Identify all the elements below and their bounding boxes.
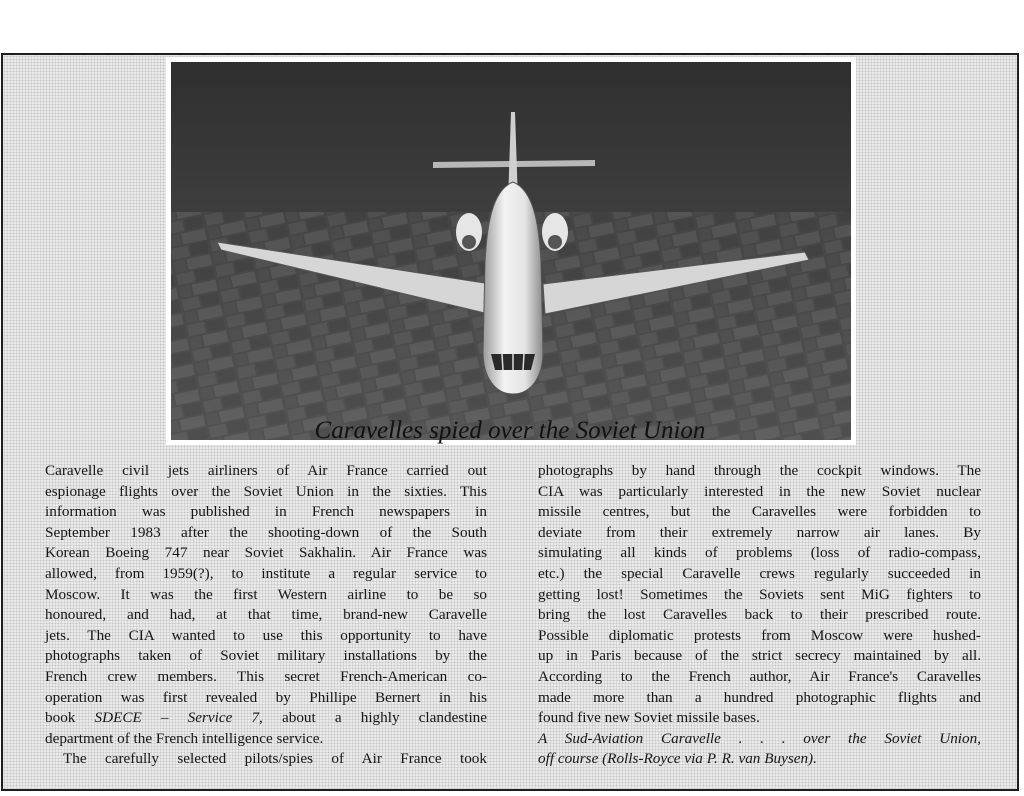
caravelle-photo <box>171 62 851 440</box>
text-line: information was published in French newspapers in <box>45 503 487 521</box>
text-line: honoured, and had, at that time, brand-new Caravelle <box>45 606 487 624</box>
text-line: French crew members. This secret French-American co- <box>45 667 487 685</box>
paragraph-start: The carefully selected pilots/spies of Air France took <box>63 750 487 768</box>
text-line: department of the French intelligence service. <box>45 729 324 747</box>
text-line: allowed, from 1959(?), to institute a regular service to <box>45 564 487 582</box>
text-line: found five new Soviet missile bases. <box>538 709 760 727</box>
text-line: According to the French author, Air France's Caravelles <box>538 667 981 685</box>
text-line: Possible diplomatic protests from Moscow were hushed- <box>538 626 981 644</box>
text-line: bring the lost Caravelles back to their prescribed route. <box>538 606 981 624</box>
text-line: operation was first revealed by Phillipe Bernert in his <box>45 688 487 706</box>
text-line: up in Paris because of the strict secrecy maintained by all. <box>538 647 981 665</box>
text-line: deviate from their extremely narrow air lanes. By <box>538 523 981 541</box>
text-line: jets. The CIA wanted to use this opportunity to have <box>45 626 487 644</box>
photo-credit-line: off course (Rolls-Royce via P. R. van Buysen). <box>538 750 817 768</box>
text-line: photographs taken of Soviet military installations by the <box>45 647 487 665</box>
text-line: Caravelle civil jets airliners of Air France carried out <box>45 462 487 479</box>
text-line: missile centres, but the Caravelles were forbidden to <box>538 503 981 521</box>
photo-credit-line: A Sud-Aviation Caravelle . . . over the Soviet Union, <box>538 729 981 747</box>
article-left-column <box>45 461 487 770</box>
text-segment: about a highly clandestine <box>262 709 487 727</box>
caption-title: Caravelles spied over the Soviet Union <box>314 417 706 444</box>
article-right-column <box>538 461 981 770</box>
text-line: September 1983 after the shooting-down of the South <box>45 523 487 541</box>
book-title: SDECE – Service 7, <box>94 709 263 727</box>
text-line: etc.) the special Caravelle crews regularly succeeded in <box>538 564 981 582</box>
photo-frame <box>166 57 856 445</box>
text-line: simulating all kinds of problems (loss of radio-compass, <box>538 544 981 562</box>
text-segment: book <box>45 709 95 727</box>
text-line: getting lost! Sometimes the Soviets sent MiG fighters to <box>538 585 981 603</box>
text-line: Moscow. It was the first Western airline to be so <box>45 585 487 603</box>
text-line: espionage flights over the Soviet Union in the sixties. This <box>45 482 487 500</box>
text-line: made more than a hundred photographic flights and <box>538 688 981 706</box>
text-line: Korean Boeing 747 near Soviet Sakhalin. Air France was <box>45 544 487 562</box>
text-line: CIA was particularly interested in the new Soviet nuclear <box>538 482 981 500</box>
text-line <box>45 708 487 729</box>
text-line: photographs by hand through the cockpit windows. The <box>538 462 981 479</box>
